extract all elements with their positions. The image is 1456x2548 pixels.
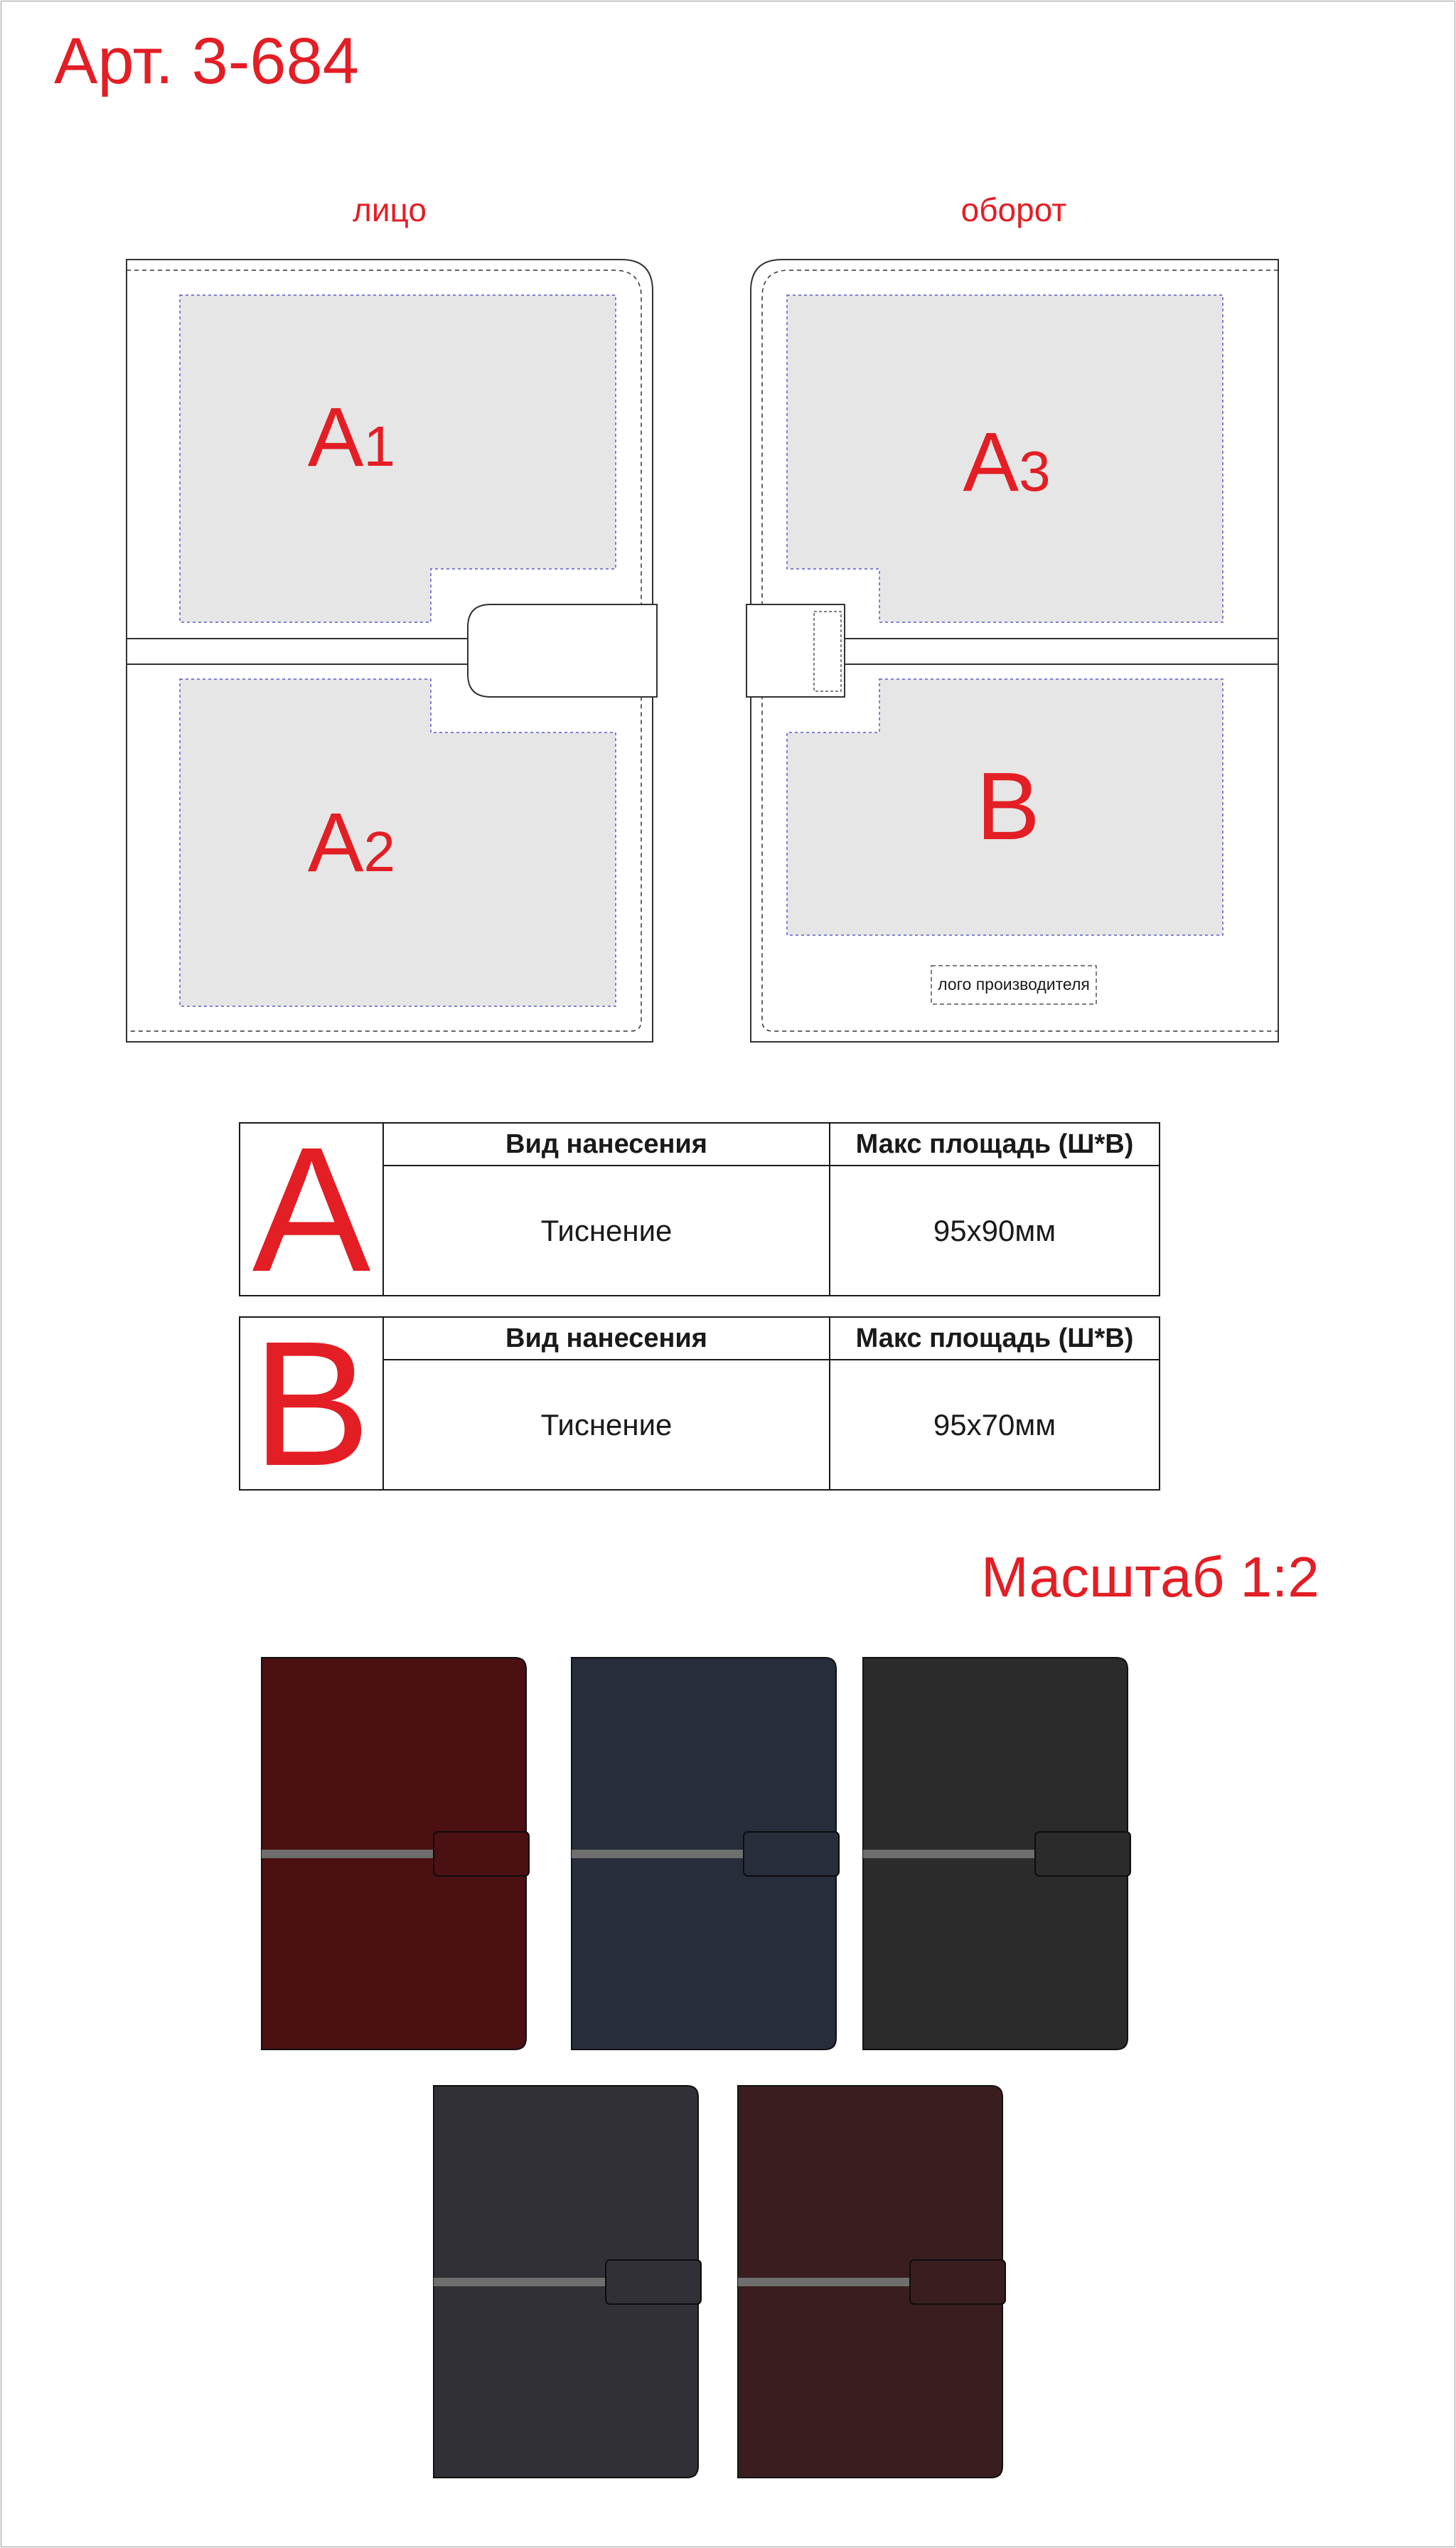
- table-b: [239, 1304, 1160, 1503]
- zone-a1-label: A1: [307, 390, 395, 484]
- table-b-letter: B: [240, 1318, 384, 1489]
- logo-text: лого производителя: [938, 975, 1090, 993]
- zone-b-label: B: [975, 752, 1041, 860]
- notebook-swatch: [738, 2086, 1005, 2478]
- table-a: [239, 1109, 1160, 1308]
- color-swatches: [0, 1636, 1456, 2489]
- back-strap: [845, 639, 1278, 664]
- back-clasp: [746, 604, 845, 697]
- notebook-swatch: [863, 1658, 1130, 2049]
- back-cover: [746, 260, 1278, 1042]
- notebook-clasp: [1035, 1832, 1130, 1876]
- notebook-strap: [434, 2278, 608, 2286]
- notebook-clasp: [744, 1832, 839, 1876]
- front-clasp: [468, 604, 657, 697]
- zone-a2-label: A2: [307, 796, 395, 890]
- zone-a3-label: A3: [963, 415, 1051, 509]
- notebook-clasp: [606, 2260, 701, 2304]
- table-a-method: Тиснение: [384, 1166, 830, 1295]
- table-a-letter: A: [240, 1124, 384, 1295]
- table-a-area: 95x90мм: [933, 1213, 1056, 1247]
- scale-label: Масштаб 1:2: [981, 1545, 1320, 1609]
- table-b-col1-header: Вид нанесения: [384, 1318, 830, 1360]
- front-label: лицо: [353, 191, 427, 228]
- table-a-col1-header: Вид нанесения: [384, 1124, 830, 1166]
- notebook-strap: [572, 1850, 746, 1858]
- article-title: Арт. 3-684: [54, 25, 359, 97]
- notebook-strap: [863, 1850, 1037, 1858]
- notebook-swatch: [434, 2086, 701, 2478]
- table-a-col2-header: Макс площадь (Ш*В): [830, 1124, 1159, 1166]
- front-cover: [127, 260, 657, 1042]
- back-label: оборот: [960, 191, 1067, 228]
- front-strap: [127, 639, 468, 664]
- table-b-method: Тиснение: [384, 1360, 830, 1489]
- notebook-swatch: [572, 1658, 839, 2049]
- notebook-clasp: [910, 2260, 1005, 2304]
- table-b-area: 95x70мм: [933, 1407, 1056, 1441]
- notebook-clasp: [434, 1832, 529, 1876]
- notebook-strap: [738, 2278, 912, 2286]
- table-b-col2-header: Макс площадь (Ш*В): [830, 1318, 1159, 1360]
- notebook-strap: [262, 1850, 436, 1858]
- layout-diagram: [0, 0, 1456, 1067]
- notebook-swatch: [262, 1658, 529, 2049]
